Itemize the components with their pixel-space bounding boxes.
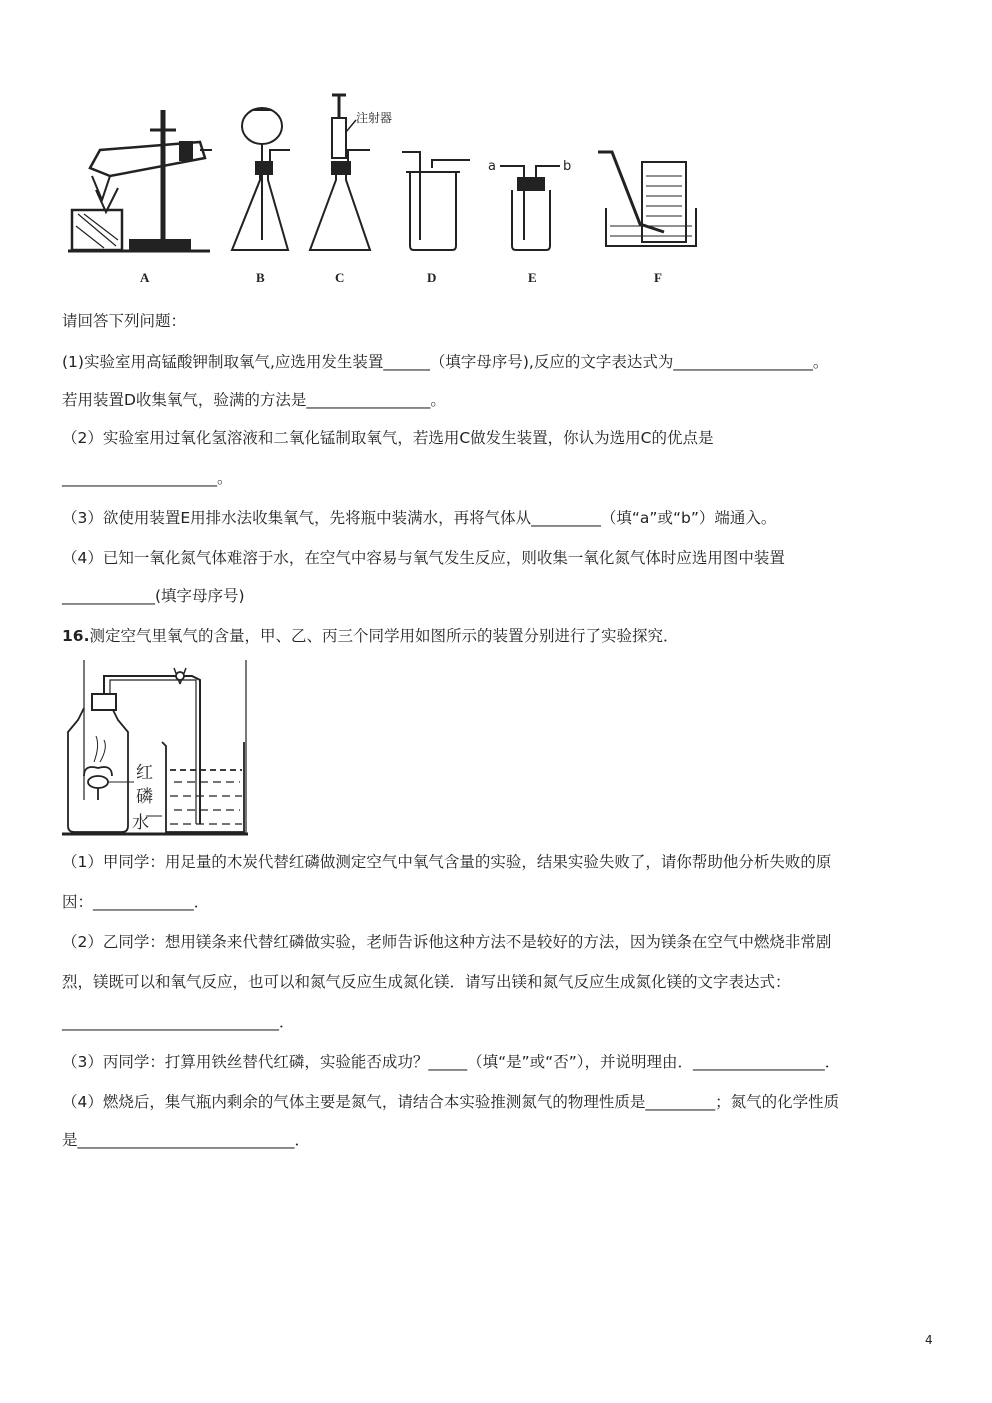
label-D: D: [427, 270, 437, 285]
syringe-label: 注射器: [356, 111, 393, 125]
q16-1-line1: （1）甲同学：用足量的木炭代替红磷做测定空气中氧气含量的实验，结果实验失败了，请你帮助他分析失败的原: [62, 853, 832, 871]
phosphorus-figure: [0, 650, 992, 850]
q16-4-line2: 是____________________________．: [62, 1131, 311, 1149]
port-a-label: a: [488, 159, 496, 174]
q15-1-line2: 若用装置D收集氧气，验满的方法是________________。: [62, 391, 446, 409]
q16-2-line2: 烈，镁既可以和氧气反应，也可以和氮气反应生成氮化镁．请写出镁和氮气反应生成氮化镁的文字表达式：: [62, 973, 791, 991]
label-phosphorus: 磷: [136, 787, 153, 807]
port-b-label: b: [563, 159, 572, 174]
q16-2-line3: ____________________________．: [62, 1013, 295, 1031]
label-B: B: [256, 270, 265, 285]
label-A: A: [140, 270, 150, 285]
q16-2-line1: （2）乙同学：想用镁条来代替红磷做实验，老师告诉他这种方法不是较好的方法，因为镁条在空气中燃烧非常剧: [62, 933, 832, 951]
q15-4-line2: ____________(填字母序号): [62, 587, 245, 605]
q16-heading: [62, 626, 678, 646]
apparatus-letter-labels: [140, 270, 662, 285]
label-F: F: [654, 270, 662, 285]
q16-4-line1: （4）燃烧后，集气瓶内剩余的气体主要是氮气，请结合本实验推测氮气的物理性质是_________；氮气的化学性质: [62, 1093, 840, 1111]
label-red: 红: [136, 763, 153, 783]
q16-title: 测定空气里氧气的含量，甲、乙、丙三个同学用如图所示的装置分别进行了实验探究．: [89, 627, 679, 645]
q16-3: （3）丙同学：打算用铁丝替代红磷，实验能否成功？_____（填“是”或“否”），并说明理由．_________________．: [62, 1053, 841, 1071]
apparatus-figure: [0, 0, 992, 300]
q15-1-line1: (1)实验室用高锰酸钾制取氧气,应选用发生装置______（填字母序号),反应的文字表达式为__________________。: [62, 353, 829, 371]
q15-3: （3）欲使用装置E用排水法收集氧气，先将瓶中装满水，再将气体从_________（填“a”或“b”）端通入。: [62, 509, 777, 527]
q15-2-line2: ____________________。: [62, 469, 233, 487]
label-E: E: [528, 270, 537, 285]
q16-number: 16.: [62, 627, 90, 645]
q15-4-line1: （4）已知一氧化氮气体难溶于水，在空气中容易与氧气发生反应，则收集一氧化氮气体时应选用图中装置: [62, 549, 785, 567]
questions-intro: 请回答下列问题：: [62, 312, 187, 330]
page-number: 4: [925, 1333, 933, 1347]
q16-1-line2: 因：_____________．: [62, 893, 210, 911]
label-water: 水: [132, 813, 149, 833]
q15-2-line1: （2）实验室用过氧化氢溶液和二氧化锰制取氧气，若选用C做发生装置，你认为选用C的优点是: [62, 429, 714, 447]
label-C: C: [335, 270, 345, 285]
